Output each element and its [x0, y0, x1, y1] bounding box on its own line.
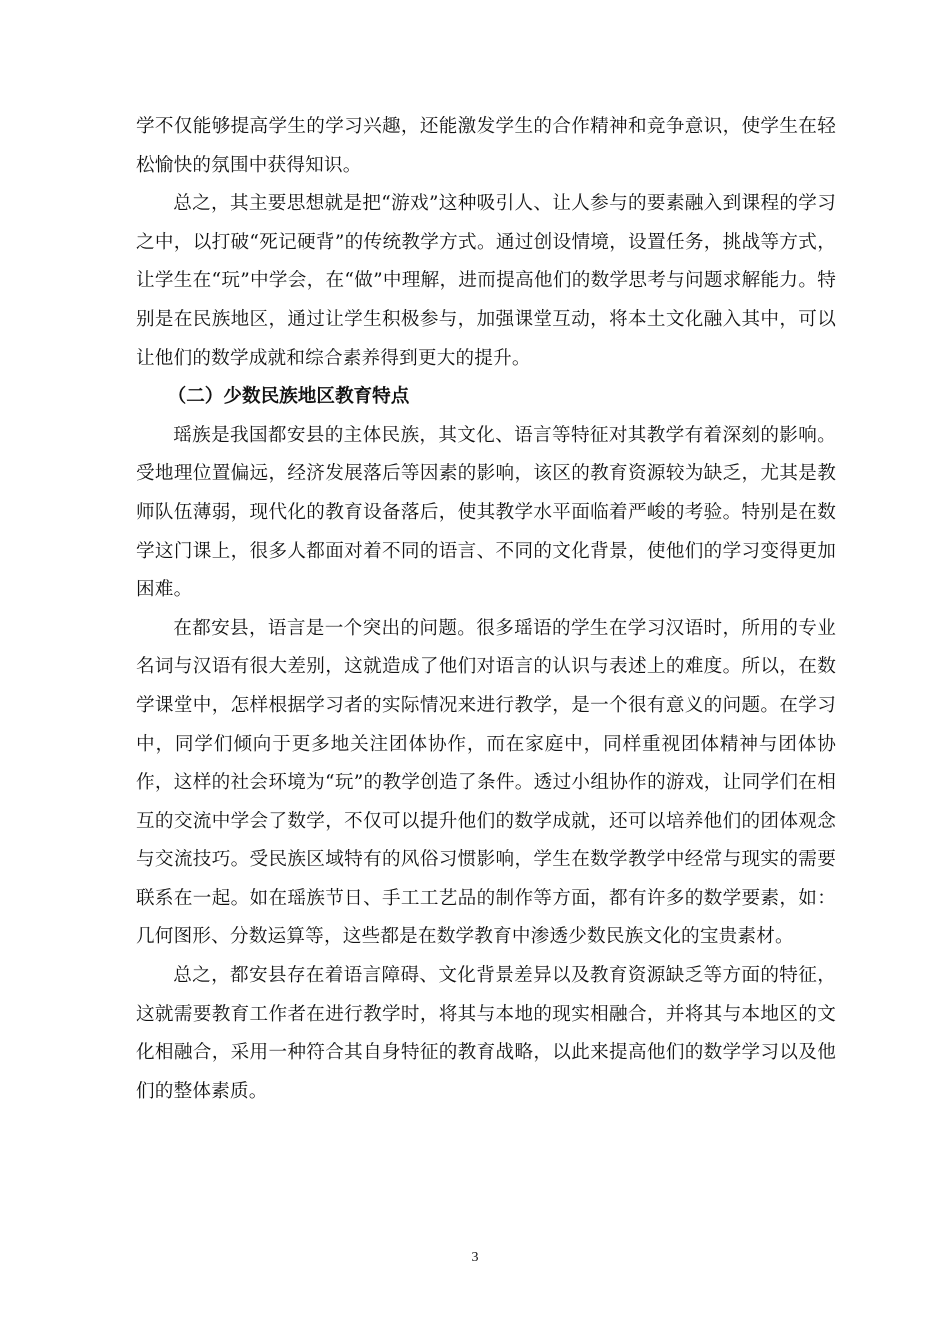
paragraph-conclusion: 总之，都安县存在着语言障碍、文化背景差异以及教育资源缺乏等方面的特征，这就需要教育工作者在进行教学时，将其与本地的现实相融合，并将其与本地区的文化相融合，采用一种符合其自身特征的教育战略，以此来提高他们的数学学习以及他们的整体素质。 — [136, 965, 836, 1102]
paragraph-game-teaching-summary: 总之，其主要思想就是把“游戏”这种吸引人、让人参与的要素融入到课程的学习之中，以打破“死记硬背”的传统教学方式。通过创设情境，设置任务，挑战等方式，让学生在“玩”中学会，在“做”中理解，进而提高他们的数学思考与问题求解能力。特别是在民族地区，通过让学生积极参与，加强课堂互动，将本土文化融入其中，可以让他们的数学成就和综合素养得到更大的提升。 — [136, 193, 836, 369]
paragraph-language-issue: 在都安县，语言是一个突出的问题。很多瑶语的学生在学习汉语时，所用的专业名词与汉语有很大差别，这就造成了他们对语言的认识与表述上的难度。所以，在数学课堂中，怎样根据学习者的实际情况来进行教学，是一个很有意义的问题。在学习中，同学们倾向于更多地关注团体协作，而在家庭中，同样重视团体精神与团体协作，这样的社会环境为“玩”的教学创造了条件。透过小组协作的游戏，让同学们在相互的交流中学会了数学，不仅可以提升他们的数学成就，还可以培养他们的团体观念与交流技巧。受民族区域特有的风俗习惯影响，学生在数学教学中经常与现实的需要联系在一起。如在瑶族节日、手工工艺品的制作等方面，都有许多的数学要素，如：几何图形、分数运算等，这些都是在数学教育中渗透少数民族文化的宝贵素材。 — [136, 617, 836, 948]
paragraph-continuation: 学不仅能够提高学生的学习兴趣，还能激发学生的合作精神和竞争意识，使学生在轻松愉快的氛围中获得知识。 — [136, 116, 836, 176]
section-heading: （二）少数民族地区教育特点 — [167, 386, 410, 408]
paragraph-yao-education: 瑶族是我国都安县的主体民族，其文化、语言等特征对其教学有着深刻的影响。受地理位置偏远，经济发展落后等因素的影响，该区的教育资源较为缺乏，尤其是教师队伍薄弱，现代化的教育设备落后，使其教学水平面临着严峻的考验。特别是在数学这门课上，很多人都面对着不同的语言、不同的文化背景，使他们的学习变得更加困难。 — [136, 424, 836, 601]
document-page — [136, 108, 836, 1111]
page-number: 3 — [471, 1250, 479, 1265]
